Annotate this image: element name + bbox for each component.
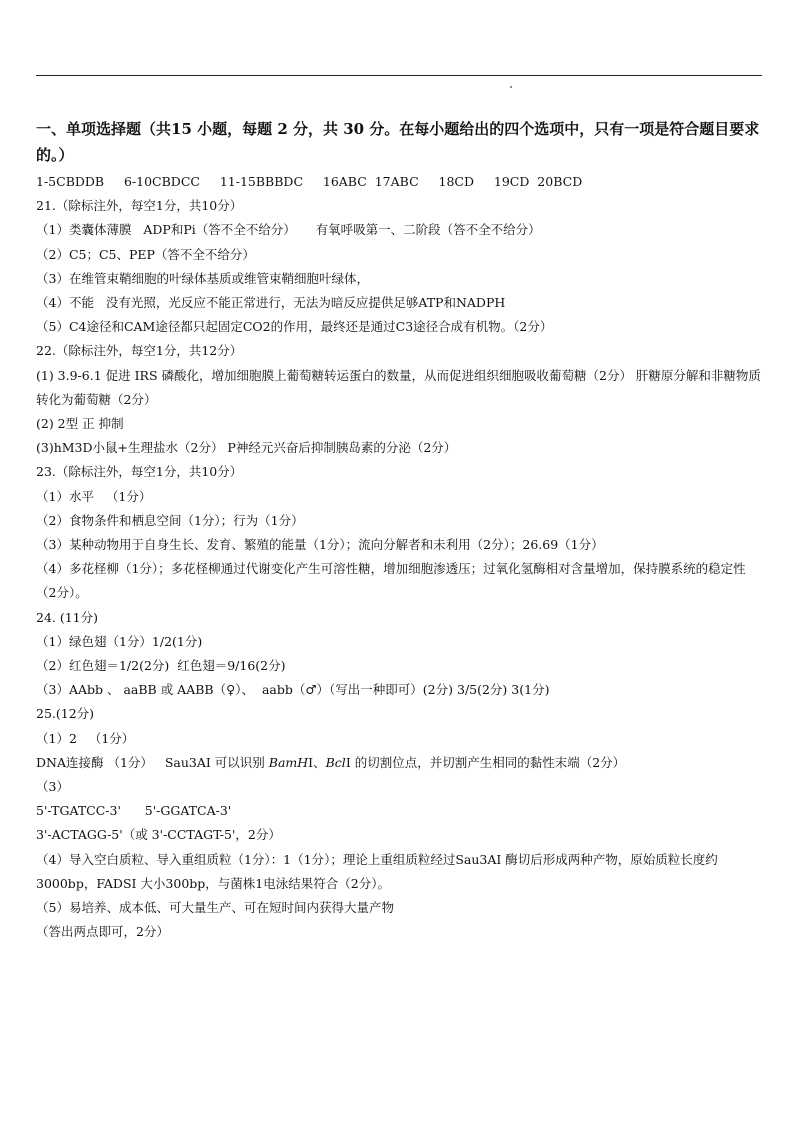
q25-seq1: 5'-TGATCC-3' 5'-GGATCA-3': [36, 803, 232, 819]
q21-a5: （5）C4途径和CAM途径都只起固定CO2的作用，最终还是通过C3途径合成有机物。（2分）: [36, 319, 553, 335]
q23-a1: （1）水平 （1分）: [36, 488, 152, 504]
q25-a3: （3）: [36, 779, 69, 795]
enzyme-bcl: Bcl: [325, 754, 346, 770]
q21-a2: （2）C5；C5、PEP（答不全不给分）: [36, 246, 255, 262]
q24-a1: （1）绿色翅（1分）1/2(1分): [36, 633, 203, 649]
q25-a2-post: Ⅰ 的切割位点，并切割产生相同的黏性末端（2分）: [345, 754, 626, 770]
q22-a2: (2) 2型 正 抑制: [36, 416, 124, 432]
q23-a3: （3）某种动物用于自身生长、发育、繁殖的能量（1分）；流向分解者和未利用（2分）；26.69（1分）: [36, 537, 604, 553]
mc-answers: 1-5CBDDB 6-10CBDCC 11-15BBBDC 16ABC 17ABC 18CD 19CD 20BCD: [36, 174, 583, 189]
q21-head: 21.（除标注外，每空1分，共10分）: [36, 198, 243, 214]
q24-a2: （2）红色翅＝1/2(2分) 红色翅＝9/16(2分): [36, 658, 286, 674]
q22-a3: (3)hM3D小鼠+生理盐水（2分） P神经元兴奋后抑制胰岛素的分泌（2分）: [36, 440, 457, 456]
enzyme-bamh: BamH: [268, 754, 309, 770]
q22-a1: (1) 3.9-6.1 促进 IRS 磷酸化，增加细胞膜上葡萄糖转运蛋白的数量，从而促进组织细胞吸收葡萄糖（2分） 肝糖原分解和非糖物质转化为葡萄糖（2分）: [36, 367, 761, 407]
q21-a1: （1）类囊体薄膜 ADP和Pi（答不全不给分） 有氧呼吸第一、二阶段（答不全不给分）: [36, 222, 541, 238]
answer-key: [36, 116, 764, 945]
q25-a5-note: （答出两点即可，2分）: [36, 924, 169, 940]
q25-a2: [36, 751, 764, 775]
q23-head: 23.（除标注外，每空1分，共10分）: [36, 464, 243, 480]
top-rule: [36, 75, 762, 76]
q21-a4: （4）不能 没有光照，光反应不能正常进行，无法为暗反应提供足够ATP和NADPH: [36, 295, 506, 311]
q24-a3: （3）AAbb 、 aaBB 或 AABB（♀）、 aabb（♂）（写出一种即可）(2分) 3/5(2分) 3(1分): [36, 682, 550, 698]
q25-a5: （5）易培养、成本低、可大量生产、可在短时间内获得大量产物: [36, 900, 394, 916]
q23-a4: （4）多花柽柳（1分）；多花柽柳通过代谢变化产生可溶性糖，增加细胞渗透压；过氧化氢酶相对含量增加，保持膜系统的稳定性（2分）。: [36, 561, 746, 601]
q22-head: 22.（除标注外，每空1分，共12分）: [36, 343, 243, 359]
q25-head: 25.(12分): [36, 706, 95, 722]
q23-a2: （2）食物条件和栖息空间（1分）；行为（1分）: [36, 512, 304, 528]
q25-seq2: 3'-ACTAGG-5'（或 3'-CCTAGT-5'，2分）: [36, 827, 281, 843]
q25-a2-pre: DNA连接酶 （1分） Sau3AⅠ 可以识别: [36, 754, 269, 770]
speck: [510, 86, 512, 88]
q24-head: 24. (11分): [36, 609, 99, 625]
q25-a1: （1）2 （1分）: [36, 730, 135, 746]
q25-a2-mid: Ⅰ、: [308, 754, 326, 770]
q25-a4: （4）导入空白质粒、导入重组质粒（1分）：1（1分）；理论上重组质粒经过Sau3AⅠ 酶切后形成两种产物，原始质粒长度约3000bp，FADSI 大小300bp，与菌株1电泳结果符合（2分）。: [36, 851, 718, 891]
section-heading: 一、单项选择题（共15 小题，每题 2 分，共 30 分。在每小题给出的四个选项中，只有一项是符合题目要求的。）: [36, 120, 760, 164]
q21-a3: （3）在维管束鞘细胞的叶绿体基质或维管束鞘细胞叶绿体，: [36, 270, 369, 286]
